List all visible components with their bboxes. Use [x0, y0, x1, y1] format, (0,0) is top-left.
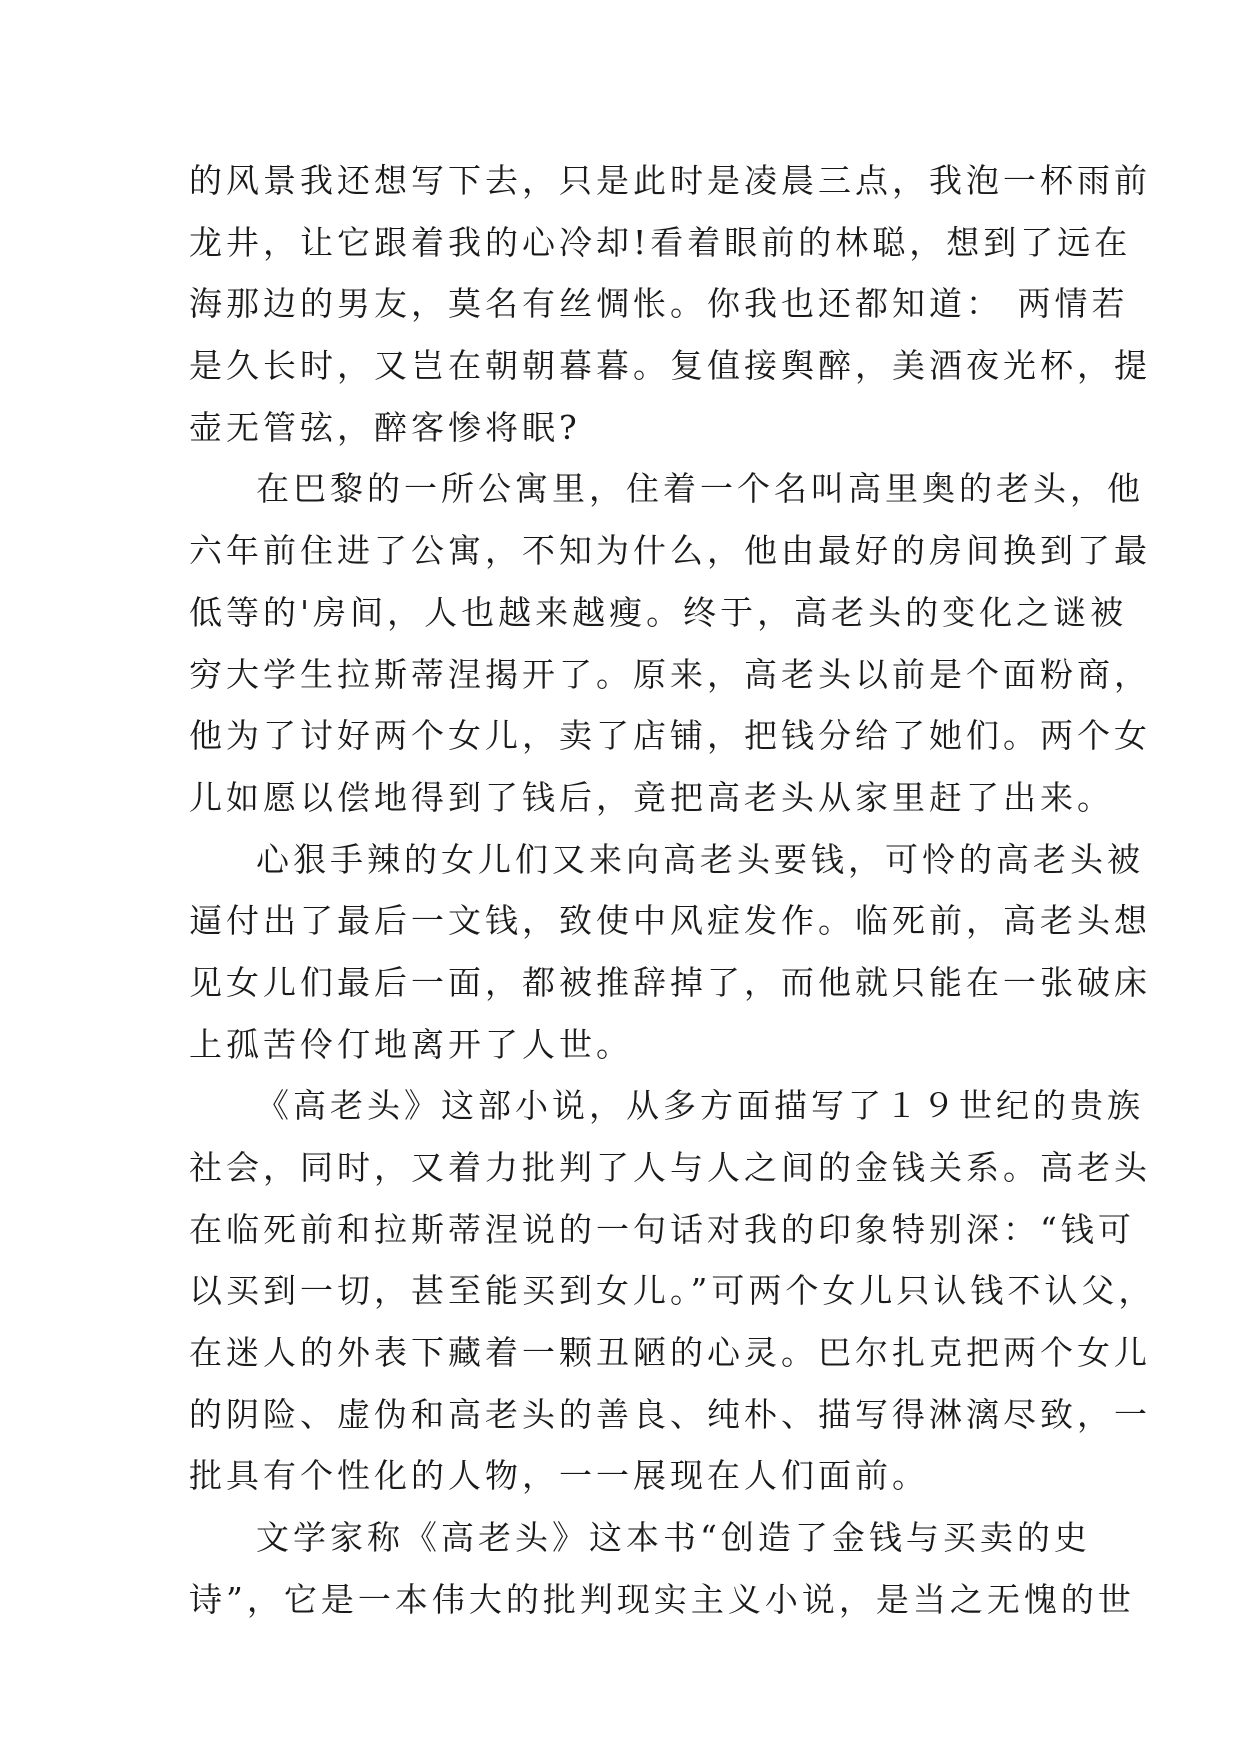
text-line: 穷大学生拉斯蒂涅揭开了。原来，高老头以前是个面粉商， — [189, 654, 1151, 694]
paragraph-first-line: 《高老头》这部小说，从多方面描写了１９世纪的贵族 — [256, 1086, 1144, 1126]
text-line: 以买到一切，甚至能买到女儿。”可两个女儿只认钱不认父， — [189, 1271, 1156, 1311]
paragraph-first-line: 文学家称《高老头》这本书“创造了金钱与买卖的史 — [256, 1518, 1091, 1558]
paragraph-first-line: 心狠手辣的女儿们又来向高老头要钱，可怜的高老头被 — [256, 839, 1144, 879]
text-line: 是久长时，又岂在朝朝暮暮。复值接舆醉，美酒夜光杯，提 — [189, 346, 1151, 386]
text-line: 壶无管弦，醉客惨将眠? — [189, 407, 581, 447]
text-line: 的阴险、虚伪和高老头的善良、纯朴、描写得淋漓尽致，一 — [189, 1394, 1151, 1434]
text-line: 低等的'房间，人也越来越瘦。终于，高老头的变化之谜被 — [189, 592, 1128, 632]
text-line: 逼付出了最后一文钱，致使中风症发作。临死前，高老头想 — [189, 901, 1151, 941]
paragraph-first-line: 在巴黎的一所公寓里，住着一个名叫高里奥的老头，他 — [256, 469, 1144, 509]
text-line: 在迷人的外表下藏着一颗丑陋的心灵。巴尔扎克把两个女儿 — [189, 1333, 1151, 1373]
text-line: 龙井，让它跟着我的心冷却!看着眼前的林聪，想到了远在 — [189, 222, 1132, 262]
text-line: 六年前住进了公寓，不知为什么，他由最好的房间换到了最 — [189, 531, 1151, 571]
text-line: 他为了讨好两个女儿，卖了店铺，把钱分给了她们。两个女 — [189, 716, 1151, 756]
text-line: 的风景我还想写下去，只是此时是凌晨三点，我泡一杯雨前 — [189, 161, 1151, 200]
text-line: 上孤苦伶仃地离开了人世。 — [189, 1024, 633, 1064]
document-body — [189, 150, 1156, 1631]
text-line: 在临死前和拉斯蒂涅说的一句话对我的印象特别深：“钱可 — [189, 1209, 1135, 1249]
text-line: 儿如愿以偿地得到了钱后，竟把高老头从家里赶了出来。 — [189, 777, 1114, 817]
text-line: 见女儿们最后一面，都被推辞掉了，而他就只能在一张破床 — [189, 962, 1151, 1002]
text-line: 海那边的男友，莫名有丝惆怅。你我也还都知道： 两情若 — [189, 284, 1129, 324]
text-line: 批具有个性化的人物，一一展现在人们面前。 — [189, 1456, 929, 1496]
text-line: 社会，同时，又着力批判了人与人之间的金钱关系。高老头 — [189, 1148, 1151, 1187]
text-line: 诗”，它是一本伟大的批判现实主义小说，是当之无愧的世 — [189, 1579, 1135, 1619]
